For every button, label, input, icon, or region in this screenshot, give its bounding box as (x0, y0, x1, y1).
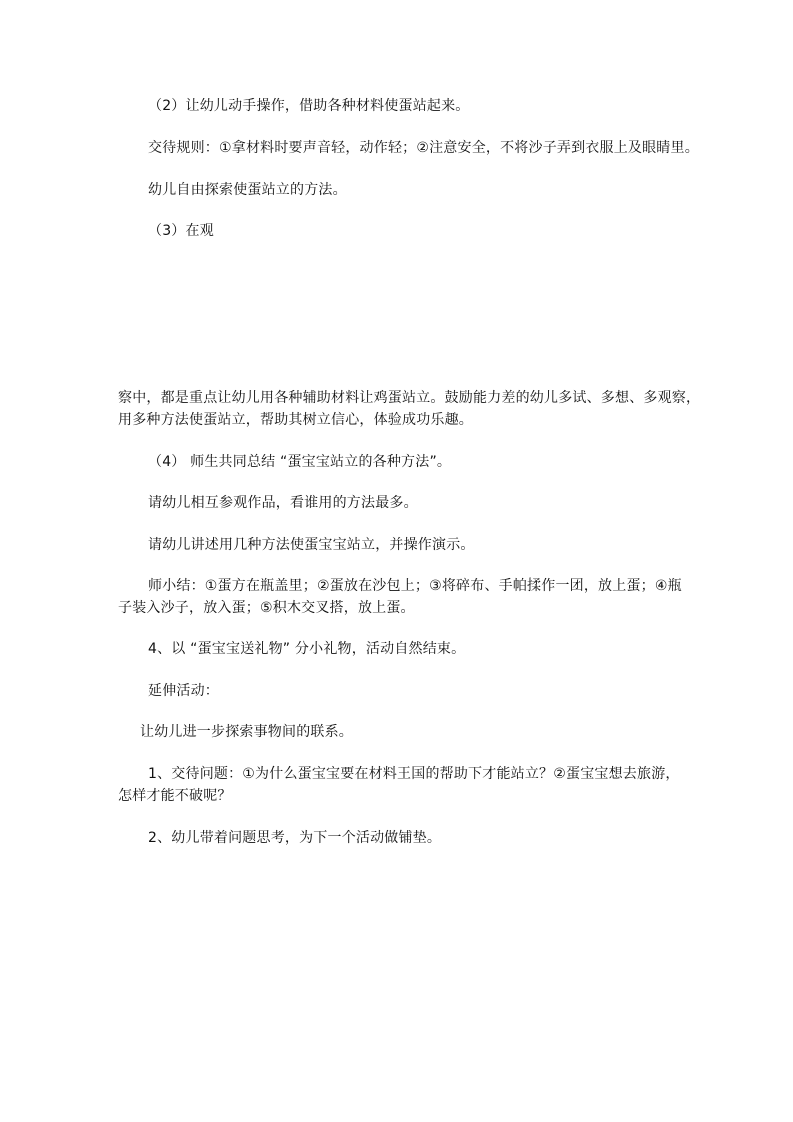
paragraph-extension-heading: 延伸活动： (148, 683, 219, 699)
paragraph-step-4-gifts: 4、以 “蛋宝宝送礼物” 分小礼物，活动自然结束。 (148, 641, 466, 657)
paragraph-extension-goal: 让幼儿进一步探索事物间的联系。 (140, 724, 353, 740)
paragraph-summary-line1: 师小结：①蛋方在瓶盖里；②蛋放在沙包上；③将碎布、手帕揉作一团，放上蛋；④瓶 (148, 578, 682, 594)
paragraph-step-3-start: （3）在观 (148, 223, 214, 239)
paragraph-summary-line2: 子装入沙子，放入蛋；⑤积木交叉搭，放上蛋。 (118, 600, 415, 616)
paragraph-step-3-cont-line1: 察中，都是重点让幼儿用各种辅助材料让鸡蛋站立。鼓励能力差的幼儿多试、多想、多观察， (118, 390, 701, 406)
paragraph-step-4: （4） 师生共同总结 “蛋宝宝站立的各种方法”。 (148, 454, 452, 470)
paragraph-describe-methods: 请幼儿讲述用几种方法使蛋宝宝站立，并操作演示。 (148, 537, 475, 553)
paragraph-step-3-cont-line2: 用多种方法使蛋站立，帮助其树立信心，体验成功乐趣。 (118, 412, 473, 428)
paragraph-question-line1: 1、交待问题：①为什么蛋宝宝要在材料王国的帮助下才能站立？②蛋宝宝想去旅游， (148, 766, 680, 782)
paragraph-think: 2、幼儿带着问题思考，为下一个活动做铺垫。 (148, 830, 442, 846)
paragraph-free-explore: 幼儿自由探索使蛋站立的方法。 (148, 182, 347, 198)
paragraph-step-2: （2）让幼儿动手操作，借助各种材料使蛋站起来。 (148, 98, 470, 114)
paragraph-visit-works: 请幼儿相互参观作品，看谁用的方法最多。 (148, 495, 418, 511)
paragraph-rules: 交待规则：①拿材料时要声音轻，动作轻；②注意安全，不将沙子弄到衣服上及眼睛里。 (148, 140, 699, 156)
paragraph-question-line2: 怎样才能不破呢？ (118, 788, 232, 804)
